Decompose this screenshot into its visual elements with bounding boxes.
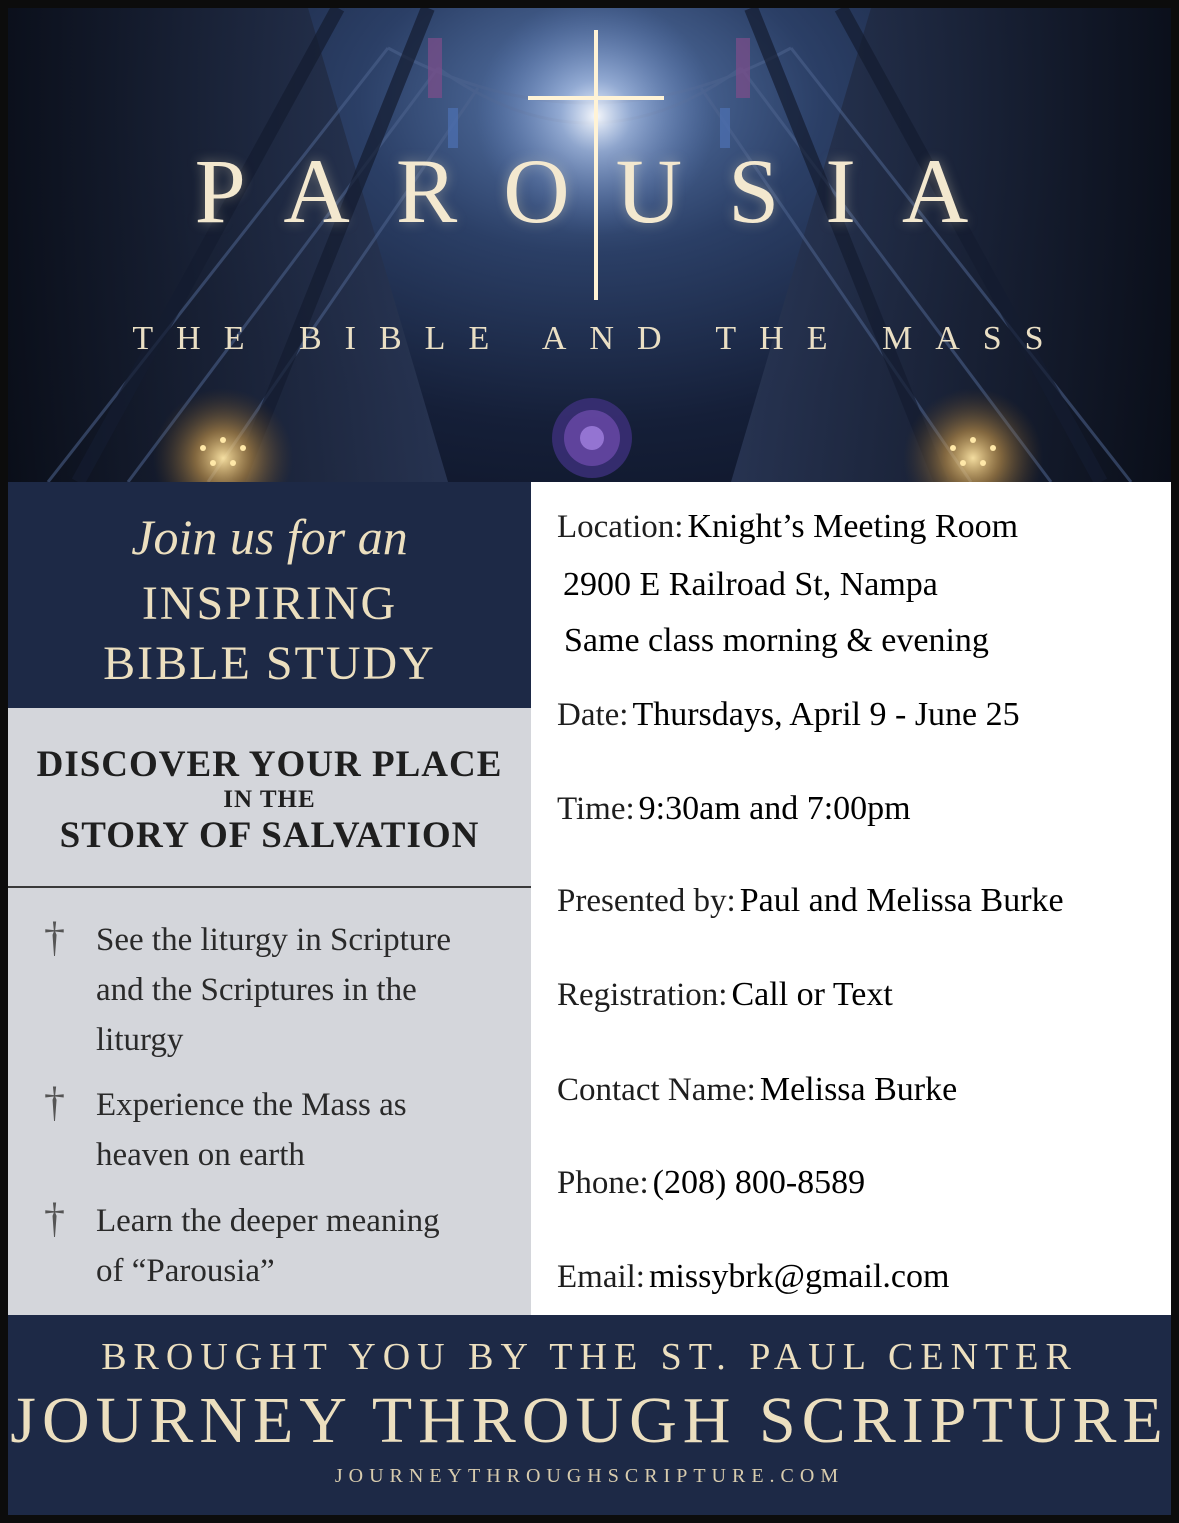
cross-icon: † — [44, 1196, 65, 1242]
time-label: Time: — [557, 791, 635, 827]
address-value: 2900 E Railroad St, Nampa — [563, 566, 938, 603]
discover-line-2: IN THE — [223, 786, 316, 813]
divider — [8, 886, 531, 888]
bullet-line: and the Scriptures in the — [96, 972, 417, 1008]
time-row — [557, 790, 911, 828]
registration-label: Registration: — [557, 977, 728, 1013]
address-row — [563, 566, 938, 604]
footer-program-title: JOURNEY THROUGH SCRIPTURE — [10, 1384, 1169, 1457]
discover-line-1: DISCOVER YOUR PLACE — [36, 744, 503, 785]
cathedral-illustration — [8, 8, 1171, 482]
bullet-line: Learn the deeper meaning — [96, 1203, 440, 1239]
phone-row — [557, 1164, 865, 1202]
flyer-page — [8, 8, 1171, 1515]
invitation-panel — [8, 482, 531, 708]
bullet-line: of “Parousia” — [96, 1253, 275, 1289]
hero-subtitle: THE BIBLE AND THE MASS — [132, 320, 1067, 357]
phone-value[interactable]: (208) 800-8589 — [652, 1164, 866, 1201]
bullet-line: heaven on earth — [96, 1137, 305, 1173]
bullet-line: liturgy — [96, 1022, 184, 1058]
footer-website[interactable]: JOURNEYTHROUGHSCRIPTURE.COM — [334, 1465, 845, 1487]
bullet-text — [96, 1080, 516, 1180]
discover-heading — [8, 744, 531, 858]
email-label: Email: — [557, 1259, 645, 1295]
email-value[interactable]: missybrk@gmail.com — [648, 1258, 950, 1295]
date-value: Thursdays, April 9 - June 25 — [632, 696, 1020, 733]
bullet-text — [96, 915, 516, 1065]
schedule-note: Same class morning & evening — [564, 622, 989, 659]
presenter-row — [557, 882, 1064, 920]
bullet-text — [96, 1196, 516, 1296]
bullet-line: Experience the Mass as — [96, 1087, 407, 1123]
contact-label: Contact Name: — [557, 1072, 756, 1108]
registration-row — [557, 976, 893, 1014]
highlights-panel — [8, 708, 531, 1315]
contact-value: Melissa Burke — [759, 1071, 958, 1108]
hero-title: PAROUSIA — [194, 140, 1015, 242]
hero-banner — [8, 8, 1171, 482]
bullet-line: See the liturgy in Scripture — [96, 922, 451, 958]
contact-row — [557, 1071, 957, 1109]
location-value: Knight’s Meeting Room — [687, 508, 1019, 545]
invitation-line-1: Join us for an — [131, 509, 408, 565]
invitation-line-2: INSPIRING — [141, 577, 398, 630]
presenter-value: Paul and Melissa Burke — [739, 882, 1064, 919]
location-row — [557, 508, 1018, 546]
presenter-label: Presented by: — [557, 883, 736, 919]
date-row — [557, 696, 1020, 734]
time-value: 9:30am and 7:00pm — [638, 790, 911, 827]
date-label: Date: — [557, 697, 629, 733]
registration-value: Call or Text — [731, 976, 893, 1013]
phone-label: Phone: — [557, 1165, 649, 1201]
event-details — [531, 482, 1171, 1315]
footer-banner — [8, 1315, 1171, 1515]
discover-line-3: STORY OF SALVATION — [59, 815, 480, 856]
location-label: Location: — [557, 509, 684, 545]
schedule-note-row — [564, 622, 989, 660]
cross-icon: † — [44, 1080, 65, 1126]
invitation-line-3: BIBLE STUDY — [103, 637, 436, 690]
cross-icon: † — [44, 915, 65, 961]
footer-sponsor: BROUGHT YOU BY THE ST. PAUL CENTER — [101, 1336, 1078, 1378]
email-row — [557, 1258, 949, 1296]
